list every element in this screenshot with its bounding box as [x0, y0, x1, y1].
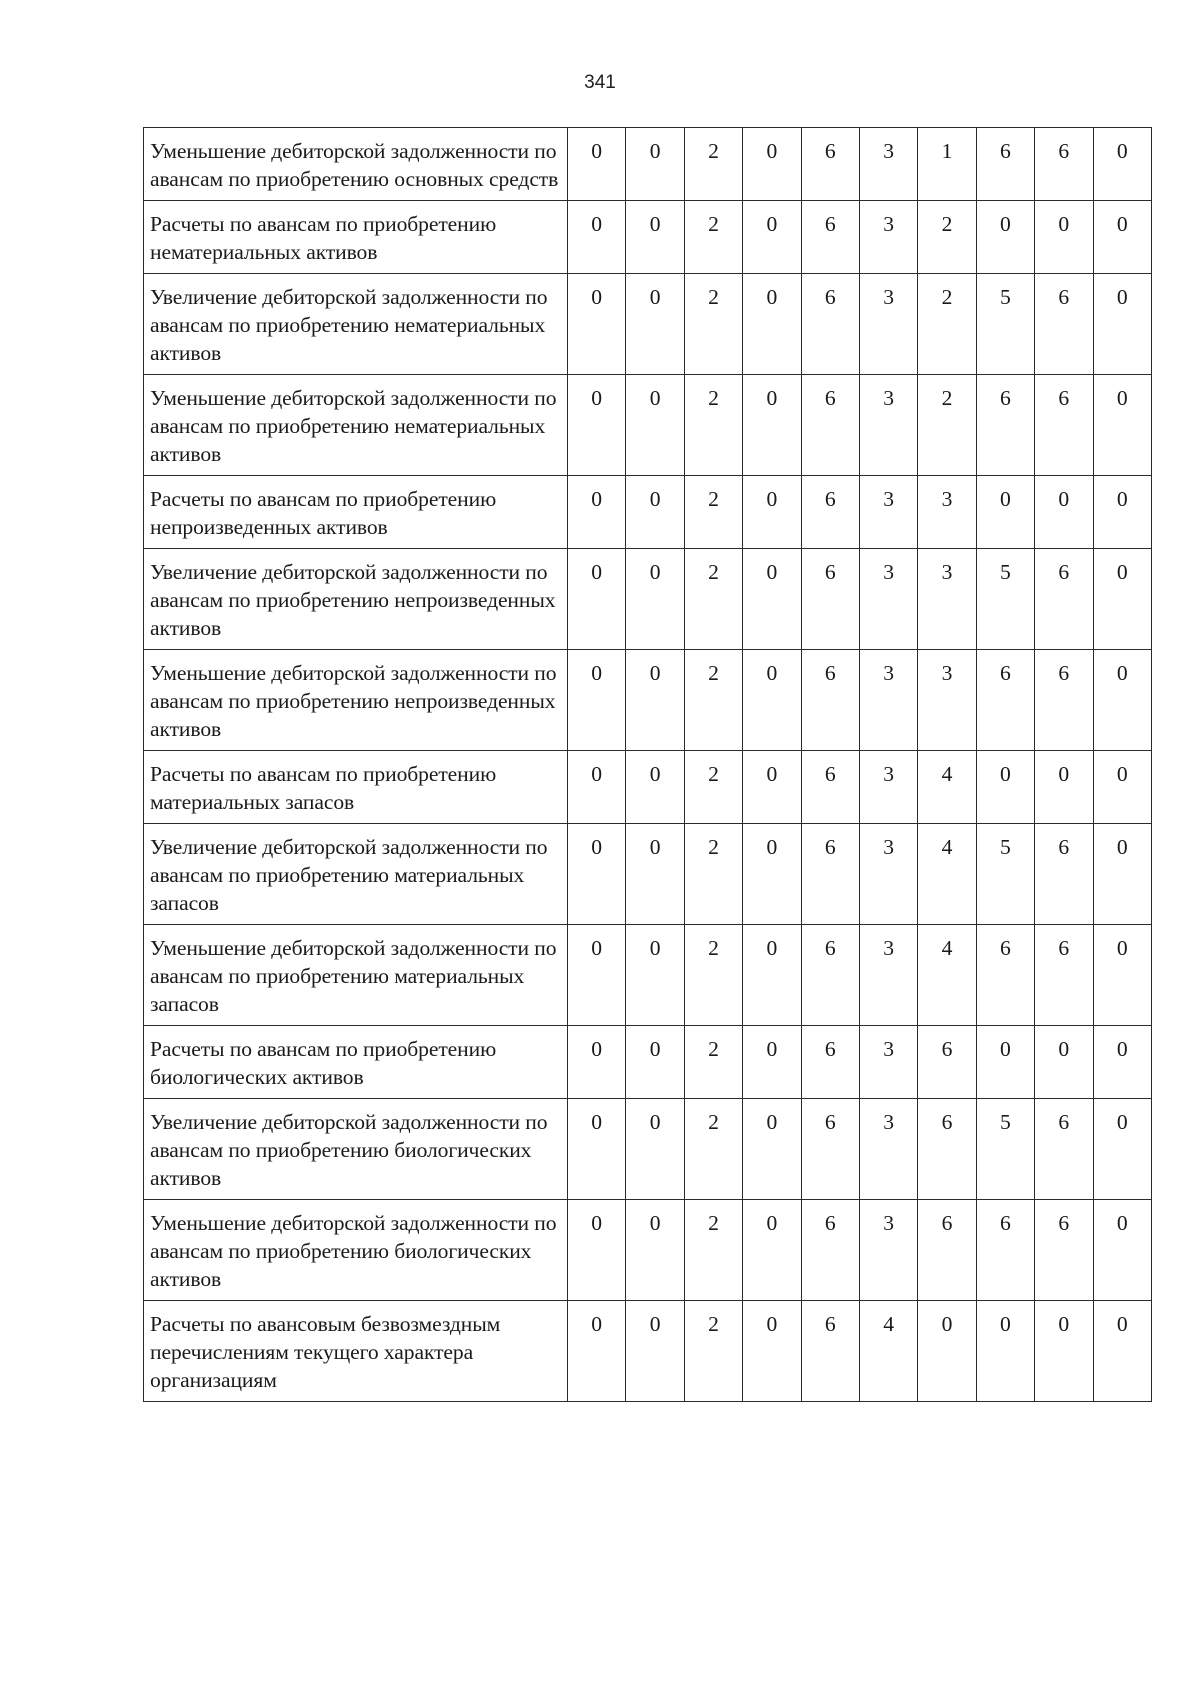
code-digit-cell: 0: [626, 1200, 684, 1301]
code-digit-cell: 2: [684, 549, 742, 650]
code-digit-cell: 0: [976, 1301, 1034, 1402]
code-digit-cell: 2: [684, 751, 742, 824]
code-digit-cell: 4: [918, 824, 976, 925]
code-digit-cell: 0: [1093, 1099, 1151, 1200]
code-digit-cell: 3: [918, 549, 976, 650]
code-digit-cell: 2: [918, 201, 976, 274]
code-digit-cell: 2: [684, 1026, 742, 1099]
code-digit-cell: 6: [801, 824, 859, 925]
code-digit-cell: 5: [976, 549, 1034, 650]
code-digit-cell: 3: [859, 650, 917, 751]
account-name-cell: Увеличение дебиторской задолженности по авансам по приобретению биологических активов: [144, 1099, 568, 1200]
code-digit-cell: 0: [743, 1200, 801, 1301]
code-digit-cell: 6: [918, 1099, 976, 1200]
code-digit-cell: 0: [626, 1099, 684, 1200]
code-digit-cell: 0: [743, 751, 801, 824]
code-digit-cell: 6: [918, 1026, 976, 1099]
code-digit-cell: 0: [976, 751, 1034, 824]
code-digit-cell: 6: [801, 201, 859, 274]
code-digit-cell: 0: [976, 201, 1034, 274]
code-digit-cell: 0: [743, 650, 801, 751]
table-body: [144, 128, 1152, 1402]
code-digit-cell: 0: [743, 274, 801, 375]
code-digit-cell: 6: [801, 128, 859, 201]
code-digit-cell: 6: [918, 1200, 976, 1301]
code-digit-cell: 6: [801, 549, 859, 650]
account-name-cell: Расчеты по авансам по приобретению непроизведенных активов: [144, 476, 568, 549]
code-digit-cell: 0: [568, 549, 626, 650]
code-digit-cell: 2: [684, 1200, 742, 1301]
code-digit-cell: 6: [801, 476, 859, 549]
code-digit-cell: 4: [918, 925, 976, 1026]
code-digit-cell: 0: [1093, 925, 1151, 1026]
code-digit-cell: 0: [568, 274, 626, 375]
code-digit-cell: 0: [743, 1026, 801, 1099]
code-digit-cell: 0: [568, 1301, 626, 1402]
code-digit-cell: 6: [976, 925, 1034, 1026]
code-digit-cell: 0: [1035, 201, 1093, 274]
code-digit-cell: 3: [918, 476, 976, 549]
code-digit-cell: 0: [626, 375, 684, 476]
account-codes-table: [143, 127, 1152, 1402]
code-digit-cell: 6: [1035, 1200, 1093, 1301]
code-digit-cell: 2: [684, 1099, 742, 1200]
code-digit-cell: 2: [684, 650, 742, 751]
code-digit-cell: 0: [1093, 1026, 1151, 1099]
code-digit-cell: 0: [976, 476, 1034, 549]
code-digit-cell: 0: [1035, 476, 1093, 549]
code-digit-cell: 3: [859, 1099, 917, 1200]
code-digit-cell: 0: [1093, 1200, 1151, 1301]
code-digit-cell: 0: [918, 1301, 976, 1402]
account-name-cell: Уменьшение дебиторской задолженности по авансам по приобретению основных средств: [144, 128, 568, 201]
code-digit-cell: 3: [859, 549, 917, 650]
code-digit-cell: 3: [918, 650, 976, 751]
code-digit-cell: 0: [1093, 549, 1151, 650]
code-digit-cell: 2: [918, 274, 976, 375]
table-row: [144, 1099, 1152, 1200]
code-digit-cell: 6: [1035, 274, 1093, 375]
code-digit-cell: 0: [743, 1301, 801, 1402]
table-row: [144, 751, 1152, 824]
code-digit-cell: 0: [626, 824, 684, 925]
code-digit-cell: 0: [568, 1099, 626, 1200]
table-row: [144, 650, 1152, 751]
code-digit-cell: 0: [743, 1099, 801, 1200]
table-row: [144, 201, 1152, 274]
account-name-cell: Увеличение дебиторской задолженности по авансам по приобретению непроизведенных активов: [144, 549, 568, 650]
code-digit-cell: 0: [743, 824, 801, 925]
code-digit-cell: 0: [1093, 274, 1151, 375]
table-row: [144, 1026, 1152, 1099]
code-digit-cell: 0: [626, 128, 684, 201]
code-digit-cell: 5: [976, 274, 1034, 375]
account-name-cell: Расчеты по авансовым безвозмездным перечислениям текущего характера организациям: [144, 1301, 568, 1402]
code-digit-cell: 3: [859, 274, 917, 375]
code-digit-cell: 6: [976, 1200, 1034, 1301]
code-digit-cell: 0: [743, 201, 801, 274]
code-digit-cell: 2: [684, 201, 742, 274]
code-digit-cell: 4: [859, 1301, 917, 1402]
code-digit-cell: 6: [1035, 128, 1093, 201]
code-digit-cell: 0: [568, 1026, 626, 1099]
code-digit-cell: 0: [568, 1200, 626, 1301]
table-row: [144, 549, 1152, 650]
code-digit-cell: 6: [1035, 375, 1093, 476]
code-digit-cell: 0: [568, 650, 626, 751]
code-digit-cell: 3: [859, 1200, 917, 1301]
code-digit-cell: 5: [976, 824, 1034, 925]
account-name-cell: Увеличение дебиторской задолженности по авансам по приобретению нематериальных активов: [144, 274, 568, 375]
code-digit-cell: 0: [1035, 1301, 1093, 1402]
code-digit-cell: 3: [859, 128, 917, 201]
code-digit-cell: 2: [684, 274, 742, 375]
code-digit-cell: 3: [859, 201, 917, 274]
table-row: [144, 274, 1152, 375]
code-digit-cell: 3: [859, 751, 917, 824]
code-digit-cell: 0: [568, 824, 626, 925]
code-digit-cell: 0: [568, 201, 626, 274]
code-digit-cell: 0: [1093, 650, 1151, 751]
account-name-cell: Уменьшение дебиторской задолженности по авансам по приобретению непроизведенных активов: [144, 650, 568, 751]
table-row: [144, 375, 1152, 476]
code-digit-cell: 6: [801, 1301, 859, 1402]
code-digit-cell: 0: [976, 1026, 1034, 1099]
code-digit-cell: 0: [568, 476, 626, 549]
account-name-cell: Расчеты по авансам по приобретению нематериальных активов: [144, 201, 568, 274]
code-digit-cell: 5: [976, 1099, 1034, 1200]
code-digit-cell: 0: [1093, 751, 1151, 824]
code-digit-cell: 6: [976, 128, 1034, 201]
code-digit-cell: 0: [626, 1026, 684, 1099]
code-digit-cell: 0: [568, 375, 626, 476]
code-digit-cell: 0: [1093, 476, 1151, 549]
code-digit-cell: 0: [743, 549, 801, 650]
code-digit-cell: 2: [684, 1301, 742, 1402]
code-digit-cell: 6: [976, 375, 1034, 476]
code-digit-cell: 3: [859, 925, 917, 1026]
code-digit-cell: 3: [859, 476, 917, 549]
code-digit-cell: 2: [684, 824, 742, 925]
code-digit-cell: 4: [918, 751, 976, 824]
code-digit-cell: 0: [1035, 751, 1093, 824]
code-digit-cell: 6: [801, 274, 859, 375]
code-digit-cell: 0: [1093, 1301, 1151, 1402]
code-digit-cell: 0: [626, 925, 684, 1026]
code-digit-cell: 0: [568, 925, 626, 1026]
code-digit-cell: 0: [568, 751, 626, 824]
code-digit-cell: 6: [1035, 650, 1093, 751]
code-digit-cell: 0: [743, 375, 801, 476]
code-digit-cell: 0: [626, 549, 684, 650]
code-digit-cell: 0: [626, 201, 684, 274]
account-name-cell: Уменьшение дебиторской задолженности по авансам по приобретению материальных запасов: [144, 925, 568, 1026]
table-row: [144, 1301, 1152, 1402]
code-digit-cell: 6: [1035, 1099, 1093, 1200]
code-digit-cell: 0: [743, 476, 801, 549]
table-row: [144, 824, 1152, 925]
code-digit-cell: 2: [684, 128, 742, 201]
code-digit-cell: 0: [626, 1301, 684, 1402]
code-digit-cell: 0: [1035, 1026, 1093, 1099]
code-digit-cell: 6: [801, 925, 859, 1026]
code-digit-cell: 3: [859, 375, 917, 476]
account-name-cell: Увеличение дебиторской задолженности по авансам по приобретению материальных запасов: [144, 824, 568, 925]
code-digit-cell: 2: [918, 375, 976, 476]
code-digit-cell: 0: [1093, 201, 1151, 274]
code-digit-cell: 3: [859, 824, 917, 925]
code-digit-cell: 6: [1035, 925, 1093, 1026]
code-digit-cell: 6: [801, 1099, 859, 1200]
code-digit-cell: 6: [801, 1200, 859, 1301]
code-digit-cell: 1: [918, 128, 976, 201]
table-row: [144, 476, 1152, 549]
code-digit-cell: 0: [1093, 824, 1151, 925]
code-digit-cell: 2: [684, 925, 742, 1026]
code-digit-cell: 0: [1093, 128, 1151, 201]
code-digit-cell: 0: [568, 128, 626, 201]
code-digit-cell: 6: [801, 650, 859, 751]
code-digit-cell: 6: [1035, 824, 1093, 925]
code-digit-cell: 0: [626, 650, 684, 751]
code-digit-cell: 6: [801, 1026, 859, 1099]
account-name-cell: Расчеты по авансам по приобретению биологических активов: [144, 1026, 568, 1099]
code-digit-cell: 2: [684, 375, 742, 476]
page-number: 341: [584, 72, 616, 93]
table-row: [144, 925, 1152, 1026]
table-row: [144, 128, 1152, 201]
code-digit-cell: 0: [626, 274, 684, 375]
code-digit-cell: 3: [859, 1026, 917, 1099]
code-digit-cell: 6: [976, 650, 1034, 751]
code-digit-cell: 0: [743, 128, 801, 201]
account-name-cell: Уменьшение дебиторской задолженности по авансам по приобретению биологических активов: [144, 1200, 568, 1301]
code-digit-cell: 0: [743, 925, 801, 1026]
table-row: [144, 1200, 1152, 1301]
code-digit-cell: 6: [1035, 549, 1093, 650]
code-digit-cell: 0: [1093, 375, 1151, 476]
code-digit-cell: 2: [684, 476, 742, 549]
account-name-cell: Уменьшение дебиторской задолженности по авансам по приобретению нематериальных активов: [144, 375, 568, 476]
account-name-cell: Расчеты по авансам по приобретению материальных запасов: [144, 751, 568, 824]
code-digit-cell: 6: [801, 751, 859, 824]
code-digit-cell: 0: [626, 751, 684, 824]
code-digit-cell: 0: [626, 476, 684, 549]
code-digit-cell: 6: [801, 375, 859, 476]
